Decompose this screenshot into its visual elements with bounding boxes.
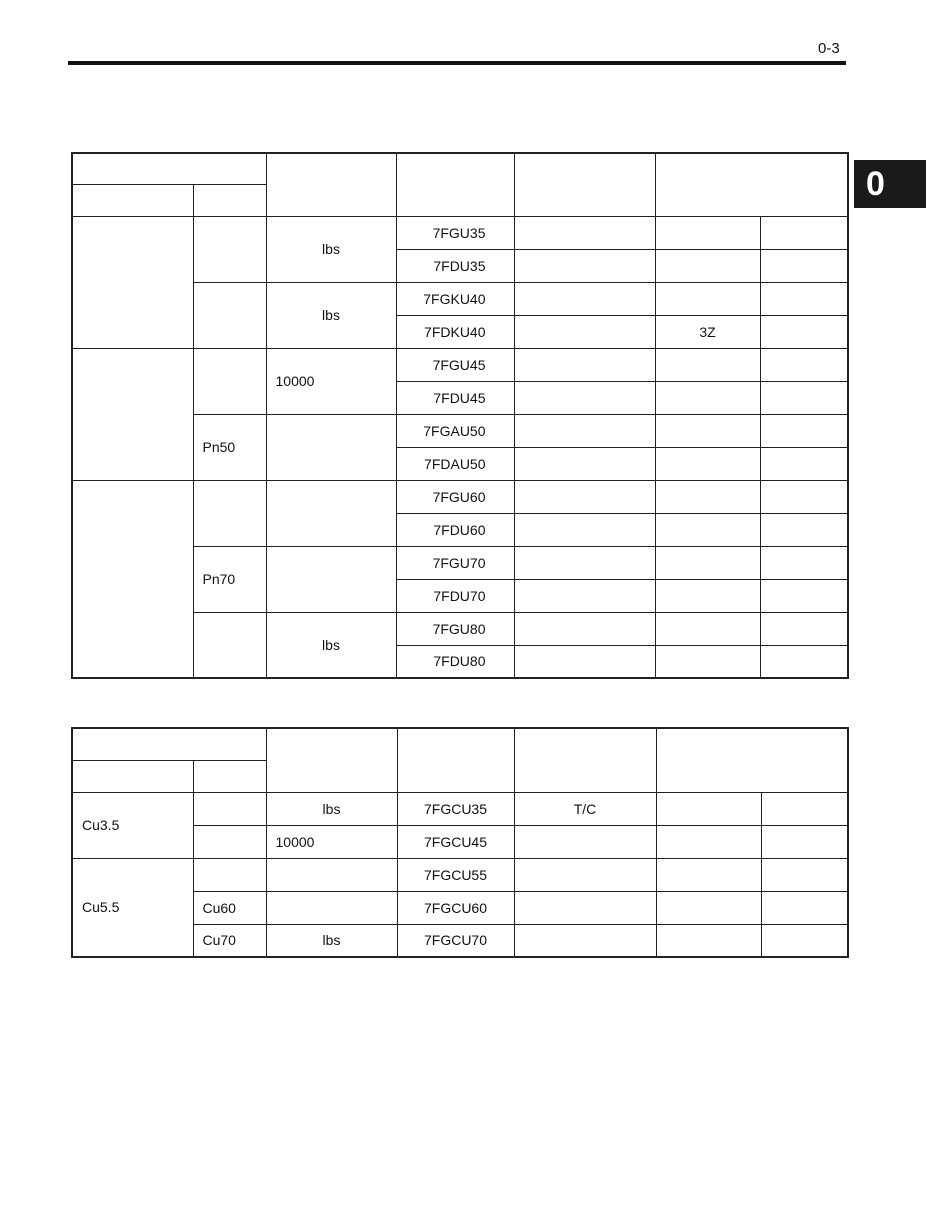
capacity-cell [266, 546, 396, 612]
data-cell [514, 216, 655, 249]
subgroup-cell [193, 792, 266, 825]
group-cell [72, 216, 193, 348]
header-cell [397, 728, 514, 792]
data-cell [514, 315, 655, 348]
model-cell: 7FGU70 [396, 546, 514, 579]
data-cell [514, 645, 655, 678]
data-cell [514, 414, 655, 447]
header-cell [655, 153, 848, 216]
model-table-cushion [71, 727, 849, 958]
header-cell [193, 760, 266, 792]
data-cell [656, 891, 761, 924]
subgroup-cell [193, 216, 266, 282]
capacity-cell: lbs [266, 216, 396, 282]
model-cell: 7FGCU55 [397, 858, 514, 891]
table-row [72, 348, 848, 381]
capacity-cell: lbs [266, 924, 397, 957]
table-row [72, 216, 848, 249]
model-table-main [71, 152, 849, 679]
header-cell [72, 153, 266, 184]
data-cell [655, 216, 760, 249]
group-cell: Cu5.5 [72, 858, 193, 957]
model-cell: 7FGKU40 [396, 282, 514, 315]
page-number: 0-3 [818, 40, 840, 57]
data-cell [514, 858, 656, 891]
table-row [72, 480, 848, 513]
data-cell [514, 480, 655, 513]
data-cell [656, 858, 761, 891]
data-cell [760, 249, 848, 282]
group-cell [72, 480, 193, 678]
model-cell: 7FDU35 [396, 249, 514, 282]
header-cell [193, 184, 266, 216]
data-cell [760, 579, 848, 612]
header-cell [72, 184, 193, 216]
data-cell [761, 792, 848, 825]
data-cell [514, 513, 655, 546]
data-cell [761, 825, 848, 858]
data-cell [655, 282, 760, 315]
header-cell [266, 728, 397, 792]
data-cell [514, 249, 655, 282]
data-cell [760, 480, 848, 513]
data-cell [655, 612, 760, 645]
group-cell [72, 348, 193, 480]
subgroup-cell: Pn50 [193, 414, 266, 480]
capacity-cell [266, 480, 396, 546]
data-cell [760, 513, 848, 546]
table-row [72, 858, 848, 891]
data-cell [760, 315, 848, 348]
data-cell [760, 645, 848, 678]
data-cell [655, 579, 760, 612]
subgroup-cell [193, 858, 266, 891]
engine-cell: 3Z [655, 315, 760, 348]
data-cell [655, 513, 760, 546]
model-cell: 7FGAU50 [396, 414, 514, 447]
header-cell [266, 153, 396, 216]
data-cell [656, 825, 761, 858]
model-cell: 7FDU70 [396, 579, 514, 612]
data-cell [656, 924, 761, 957]
model-cell: 7FGCU35 [397, 792, 514, 825]
data-cell [760, 381, 848, 414]
data-cell [655, 645, 760, 678]
subgroup-cell [193, 348, 266, 414]
subgroup-cell [193, 825, 266, 858]
data-cell [761, 858, 848, 891]
data-cell [655, 447, 760, 480]
model-cell: 7FGU35 [396, 216, 514, 249]
data-cell [514, 447, 655, 480]
model-cell: 7FGU45 [396, 348, 514, 381]
subgroup-cell: Pn70 [193, 546, 266, 612]
data-cell [760, 612, 848, 645]
header-cell [514, 153, 655, 216]
data-cell [514, 348, 655, 381]
capacity-cell: lbs [266, 282, 396, 348]
data-cell [514, 891, 656, 924]
data-cell [655, 546, 760, 579]
table-header-row [72, 153, 848, 184]
data-cell [514, 825, 656, 858]
subgroup-cell: Cu70 [193, 924, 266, 957]
data-cell [514, 282, 655, 315]
subgroup-cell [193, 480, 266, 546]
subgroup-cell [193, 612, 266, 678]
model-cell: 7FGCU60 [397, 891, 514, 924]
data-cell [655, 249, 760, 282]
data-cell [760, 546, 848, 579]
capacity-cell: lbs [266, 612, 396, 678]
data-cell [760, 414, 848, 447]
subgroup-cell [193, 282, 266, 348]
model-cell: 7FGCU70 [397, 924, 514, 957]
data-cell [514, 612, 655, 645]
model-cell: 7FDAU50 [396, 447, 514, 480]
model-cell: 7FGU60 [396, 480, 514, 513]
header-cell [72, 728, 266, 760]
subgroup-cell: Cu60 [193, 891, 266, 924]
model-cell: 7FDU80 [396, 645, 514, 678]
data-cell [655, 414, 760, 447]
model-cell: 7FGCU45 [397, 825, 514, 858]
model-cell: 7FDU45 [396, 381, 514, 414]
data-cell [760, 282, 848, 315]
data-cell [655, 348, 760, 381]
data-cell [514, 546, 655, 579]
data-cell [514, 381, 655, 414]
capacity-cell [266, 414, 396, 480]
capacity-cell [266, 891, 397, 924]
capacity-cell [266, 858, 397, 891]
table-row [72, 792, 848, 825]
group-cell: Cu3.5 [72, 792, 193, 858]
data-cell [655, 381, 760, 414]
data-cell [655, 480, 760, 513]
data-cell [760, 447, 848, 480]
data-cell [761, 891, 848, 924]
data-cell [514, 579, 655, 612]
capacity-cell: 10000 [266, 348, 396, 414]
model-cell: 7FDU60 [396, 513, 514, 546]
transmission-cell: T/C [514, 792, 656, 825]
data-cell [761, 924, 848, 957]
header-rule [68, 61, 846, 65]
data-cell [656, 792, 761, 825]
section-tab: 0 [854, 160, 926, 208]
header-cell [656, 728, 848, 792]
header-cell [514, 728, 656, 792]
data-cell [514, 924, 656, 957]
model-cell: 7FDKU40 [396, 315, 514, 348]
model-cell: 7FGU80 [396, 612, 514, 645]
data-cell [760, 348, 848, 381]
data-cell [760, 216, 848, 249]
capacity-cell: 10000 [266, 825, 397, 858]
header-cell [72, 760, 193, 792]
capacity-cell: lbs [266, 792, 397, 825]
table-header-row [72, 728, 848, 760]
header-cell [396, 153, 514, 216]
